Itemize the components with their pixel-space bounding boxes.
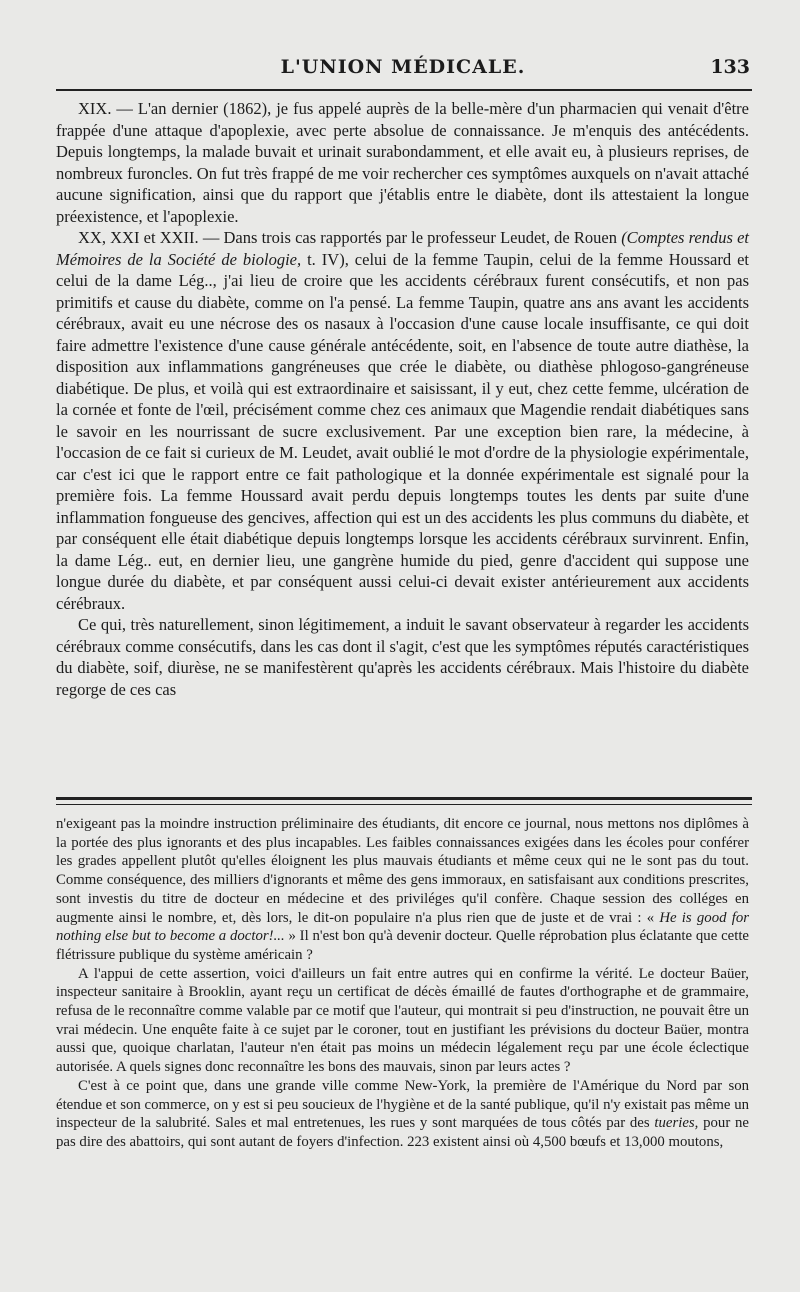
footnote-paragraph xyxy=(56,815,749,965)
paragraph-conclusion: Ce qui, très naturellement, sinon légitimement, a induit le savant observateur à regarder les accidents cérébraux comme consécutifs, dans les cas dont il s'agit, c'est que les symptômes réputés caractéristiques du diabète, soif, diurèse, ne se manifestèrent qu'après les accidents cérébraux. Mais l'histoire du diabète regorge de ces cas xyxy=(56,615,749,699)
footnote-paragraph xyxy=(56,1077,749,1152)
page-number: 133 xyxy=(710,56,750,78)
running-header xyxy=(56,56,750,86)
text-run: » Il n'est bon qu'à devenir docteur. Quelle réprobation plus éclatante que cette flétrissure publique du système américain ? xyxy=(56,928,750,963)
text-run: XX, XXI et XXII. — Dans trois cas rapportés par le professeur Leudet, de Rouen xyxy=(78,228,622,247)
text-run: C'est à ce point que, dans une grande ville comme New-York, la première de l'Amérique du Nord par son étendue et son commerce, on y est si peu soucieux de l'hygiène et de la santé publique, qu'il n'y existait pas même un inspecteur de la salubrité. Sales et mal entretenues, les rues y sont marquées de tous côtés par des xyxy=(56,1077,749,1132)
header-rule xyxy=(56,89,752,91)
italic-citation: (Comptes rendus et Mémoires de la Société de biologie, xyxy=(56,228,749,269)
text-run: n'exigeant pas la moindre instruction préliminaire des étudiants, dit encore ce journal, nous mettons nos diplômes à la portée des plus ignorants et des plus incapables. Les faibles connaissances exigées dans les écoles pour conférer les grades appellent plutôt qu'elles éloignent les plus mauvais étudiants et même ceux qui ne le sont pas du tout. Comme conséquence, des milliers d'ignorants et même des gens immoraux, en satisfaisant aux conditions prescrites, sont investis du titre de docteur en médecine et des priviléges qu'il confère. Chaque session des colléges en augmente ainsi le nombre, et, dès lors, le dit-on populaire n'a plus rien que de juste et de vrai : « xyxy=(56,816,749,926)
main-text xyxy=(56,98,749,700)
text-run: pour ne pas dire des abattoirs, qui sont autant de foyers d'infection. 223 existent ainsi où 4,500 bœufs et 13,000 moutons, xyxy=(56,1115,749,1150)
italic-quote: He is good for nothing else but to become a doctor!... xyxy=(56,909,749,945)
italic-word: tueries, xyxy=(654,1115,699,1132)
journal-title: L'UNION MÉDICALE. xyxy=(280,56,526,78)
footnote-separator xyxy=(56,797,752,805)
paragraph-case-xix: XIX. — L'an dernier (1862), je fus appelé auprès de la belle-mère d'un pharmacien qui venait d'être frappée d'une attaque d'apoplexie, avec perte absolue de connaissance. Je m'enquis des antécédents. Depuis longtemps, la malade buvait et urinait surabondamment, et elle avait eu, à plusieurs reprises, de nombreux furoncles. On fut très frappé de me voir rechercher ces symptômes auxquels on n'avait attaché aucune signification, ainsi que du rapport que j'établis entre le diabète, dont ils attestaient la longue préexistence, et l'apoplexie. xyxy=(56,99,749,226)
paragraph-case-xx-xxii xyxy=(56,227,749,614)
footnote-text xyxy=(56,815,749,1152)
footnote-paragraph: A l'appui de cette assertion, voici d'ailleurs un fait entre autres qui en confirme la vérité. Le docteur Baüer, inspecteur sanitaire à Brooklin, ayant reçu un certificat de décès émaillé de fautes d'orthographe et de grammaire, refusa de le reconnaître comme valable par ce motif que l'auteur, qui montrait si peu d'instruction, ne pouvait être un vrai médecin. Une enquête faite à ce sujet par le coroner, tout en justifiant les prévisions du docteur Baüer, montra aussi que, quoique charlatan, l'auteur n'en était pas moins un médecin légalement reçu par une école éclectique autorisée. A quels signes donc reconnaître les bons des mauvais, sinon par leurs actes ? xyxy=(56,965,749,1076)
text-run: t. IV), celui de la femme Taupin, celui de la femme Houssard et celui de la dame Lég.., j'ai lieu de croire que les accidents cérébraux furent consécutifs, et non pas primitifs et cause du diabète, comme on l'a pensé. La femme Taupin, quatre ans ans avant les accidents cérébraux, avait eu une nécrose des os nasaux à l'occasion d'une cause locale insuffisante, ce qui doit faire admettre l'existence d'une cause générale antécédente, soit, en l'absence de toute autre diathèse, la disposition aux inflammations gangréneuses que crée le diabète, ou diathèse phlogoso-gangréneuse diabétique. De plus, et voilà qui est extraordinaire et saisissant, il y eut, chez cette femme, ulcération de la cornée et fonte de l'œil, précisément comme chez ces animaux que Magendie rendait diabétiques sans le savoir en les nourrissant de sucre exclusivement. Par une exception bien rare, la médecine, à l'occasion de ce fait si curieux de M. Leudet, avait oublié le mot d'ordre de la physiologie expérimentale, car c'est ici que le rapport entre ce fait pathologique et la donnée expérimentale est signalé pour la première fois. La femme Houssard avait perdu depuis longtemps toutes les dents par suite d'une inflammation fongueuse des gencives, affection qui est un des accidents les plus communs du diabète, et par conséquent elle était diabétique depuis longtemps lorsque les accidents cérébraux survinrent. Enfin, la dame Lég.. eut, en dernier lieu, une gangrène humide du pied, genre d'accident qui suppose une longue durée du diabète, et par conséquent aussi celui-ci devait exister antérieurement aux accidents cérébraux. xyxy=(56,249,749,613)
